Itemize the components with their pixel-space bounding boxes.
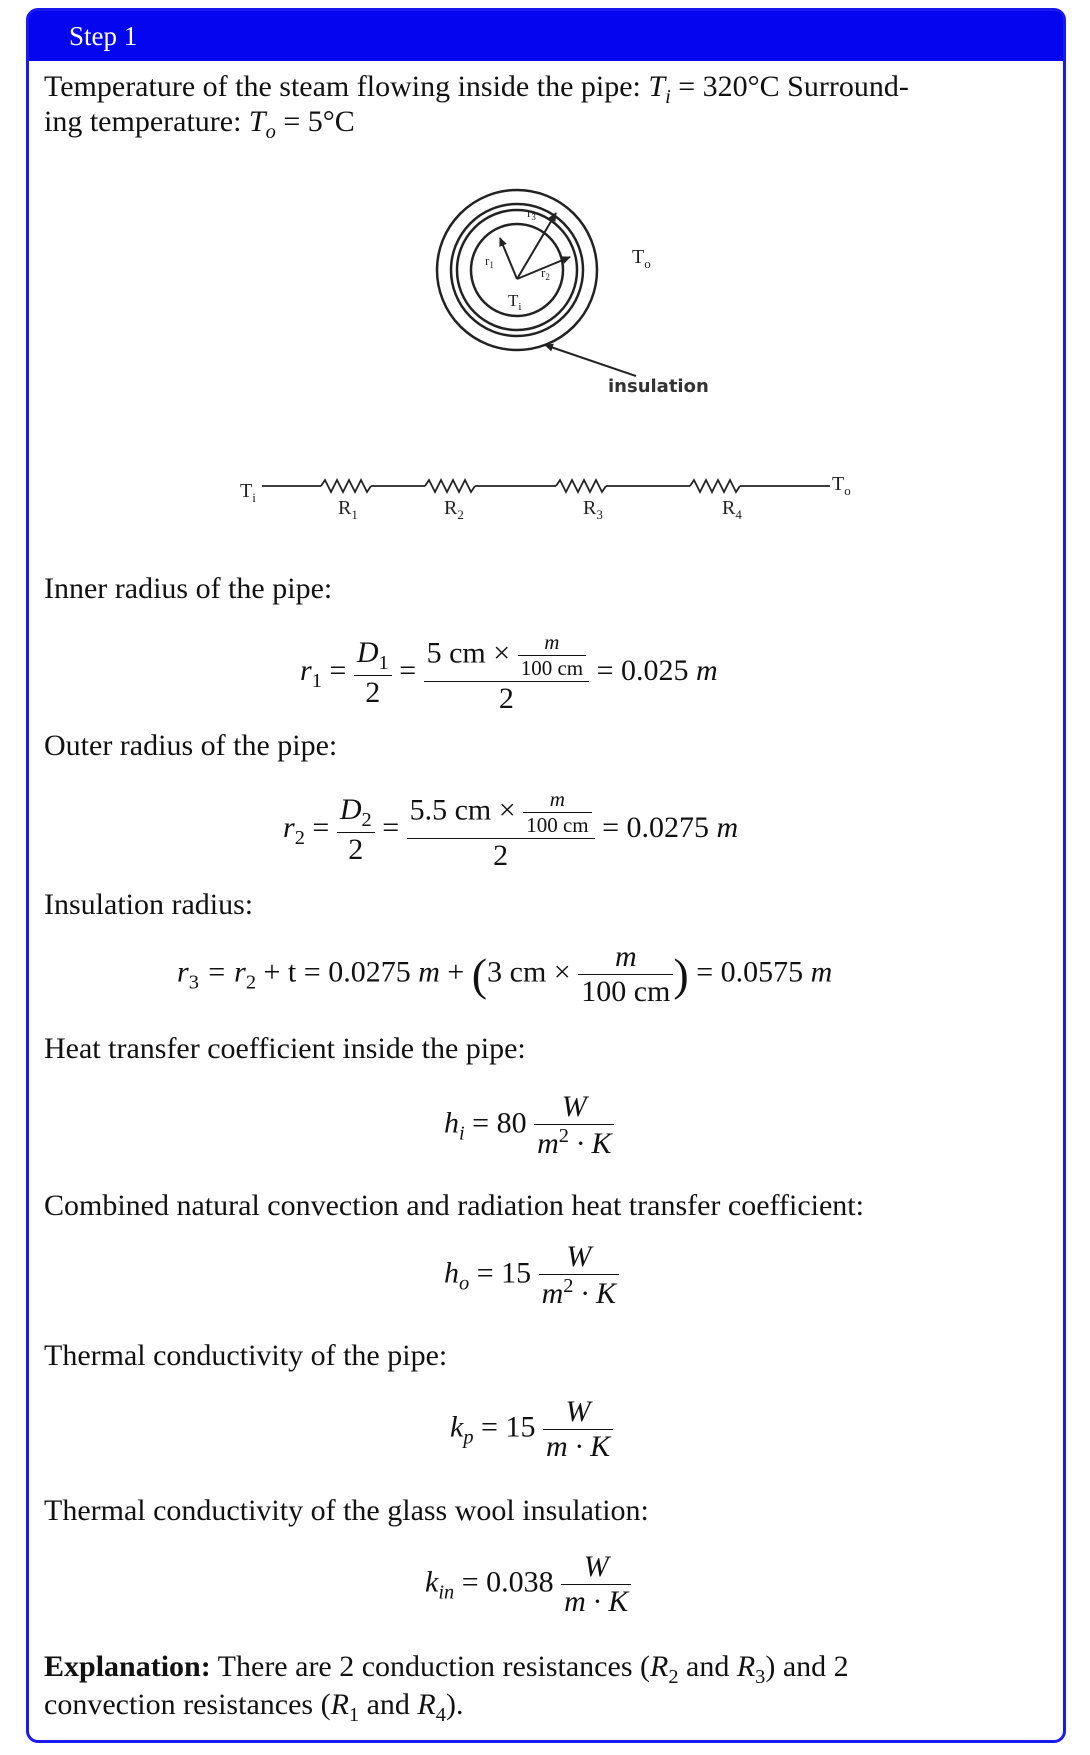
kp-label: Thermal conductivity of the pipe: bbox=[44, 1339, 448, 1372]
eq-kp: $k_p = 15$ $\frac{W}{m \cdot K}$ bbox=[450, 1395, 613, 1464]
intro-line-2: ing temperature: $T_o = 5^\circ C$ bbox=[44, 105, 355, 143]
outer-insulation-circle bbox=[437, 190, 597, 350]
eq-r1: $r_1$ = $\frac{D_1}{2}$ = 5 cm × $\frac{m}{100 cm}$ 2 = 0.025 m bbox=[300, 630, 718, 715]
r3-arrow bbox=[517, 213, 556, 279]
r2-label: $r_2$ bbox=[541, 265, 550, 282]
label-r1: $R_1$ bbox=[338, 497, 358, 522]
insulation-radius-label: Insulation radius: bbox=[44, 888, 254, 921]
resistor-r1 bbox=[321, 480, 371, 492]
insulation-arrow bbox=[545, 345, 636, 376]
r1-label: $r_1$ bbox=[485, 253, 494, 270]
inner-radius-label: Inner radius of the pipe: bbox=[44, 572, 333, 605]
hi-label: Heat transfer coefficient inside the pipe: bbox=[44, 1032, 526, 1065]
ho-label: Combined natural convection and radiation heat transfer coefficient: bbox=[44, 1189, 864, 1222]
resistor-r3 bbox=[556, 480, 606, 492]
thermal-circuit bbox=[262, 480, 830, 492]
r1-arrow bbox=[500, 238, 517, 279]
explanation-line-1: Explanation: There are 2 conduction resistances ($R_2$ and $R_3$) and 2 bbox=[44, 1650, 849, 1688]
eq-r3: $r_3 = r_2 + t = 0.0275$ m + (3 cm × $\frac{m}{100 cm}$ ) = 0.0575 m bbox=[177, 940, 833, 1008]
eq-r2: $r_2$ = $\frac{D_2}{2}$ = 5.5 cm × $\frac{m}{100 cm}$ 2 = 0.0275 m bbox=[283, 787, 739, 872]
eq-kin: $k_{in} = 0.038$ $\frac{W}{m \cdot K}$ bbox=[425, 1550, 631, 1619]
pipe-diagram bbox=[0, 0, 1090, 540]
outer-radius-label: Outer radius of the pipe: bbox=[44, 729, 338, 762]
explanation-line-2: convection resistances ($R_1$ and $R_4$). bbox=[44, 1688, 464, 1726]
label-r3: $R_3$ bbox=[583, 497, 603, 522]
kin-label: Thermal conductivity of the glass wool insulation: bbox=[44, 1494, 649, 1527]
intro-line-1: Temperature of the steam flowing inside the pipe: $T_i = 320^\circ C$ Surround- bbox=[44, 70, 909, 108]
pipe-outer-circle bbox=[457, 210, 577, 330]
label-r4: $R_4$ bbox=[722, 497, 742, 522]
r3-label: $r_3$ bbox=[527, 205, 536, 222]
label-r2: $R_2$ bbox=[444, 497, 464, 522]
eq-hi: $h_i = 80$ $\frac{W}{m^2 \cdot K}$ bbox=[444, 1090, 614, 1161]
ti-label: $T_i$ bbox=[508, 291, 522, 313]
circuit-ti: $T_i$ bbox=[240, 480, 256, 505]
resistor-r2 bbox=[425, 480, 475, 492]
resistor-r4 bbox=[690, 480, 740, 492]
insulation-label: insulation bbox=[608, 376, 709, 397]
to-label: $T_o$ bbox=[632, 246, 651, 271]
step-title: Step 1 bbox=[69, 21, 138, 51]
circuit-to: $T_o$ bbox=[832, 473, 851, 498]
eq-ho: $h_o = 15$ $\frac{W}{m^2 \cdot K}$ bbox=[444, 1240, 619, 1311]
